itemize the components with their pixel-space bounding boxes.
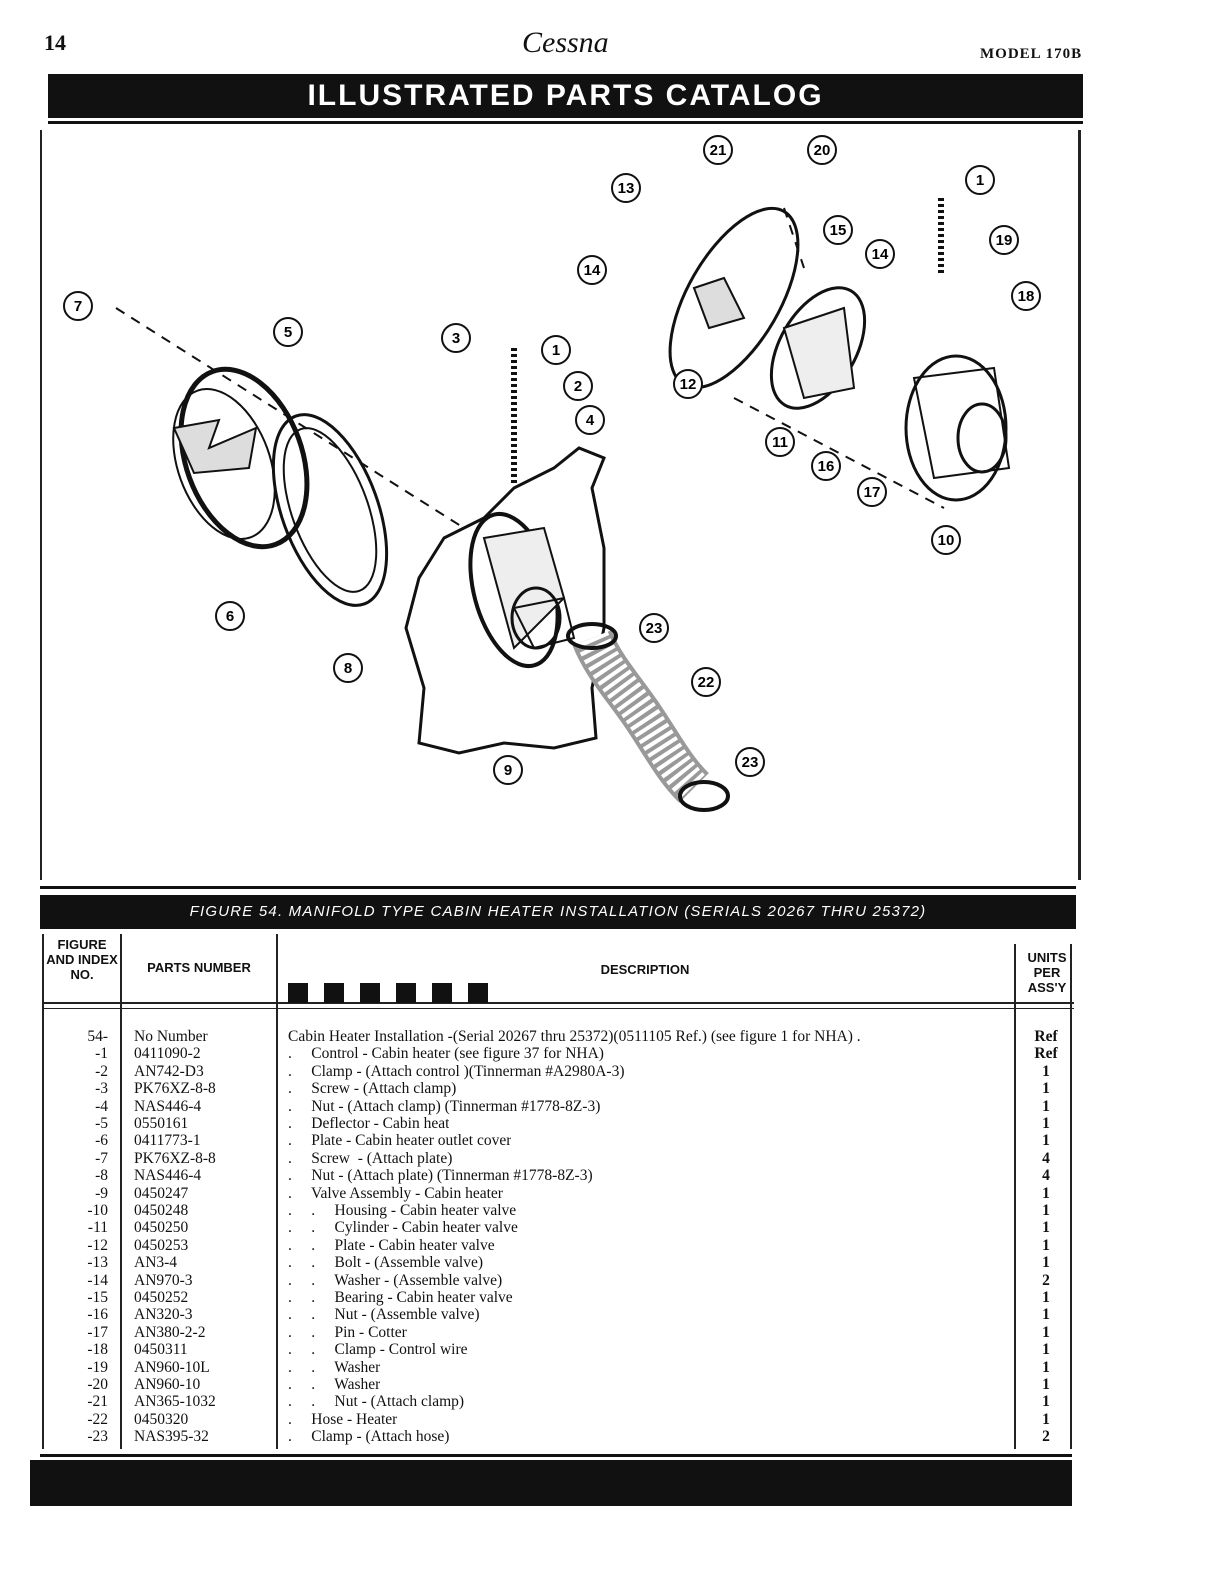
header-underline bbox=[44, 1002, 1074, 1004]
callout-14a bbox=[578, 256, 606, 284]
row-description: . Control - Cabin heater (see figure 37 for NHA) bbox=[288, 1045, 604, 1063]
table-row bbox=[44, 1132, 1076, 1149]
row-description: . . Pin - Cotter bbox=[288, 1323, 407, 1341]
svg-text:1: 1 bbox=[975, 172, 985, 189]
table-row bbox=[44, 1359, 1076, 1376]
svg-text:23: 23 bbox=[645, 620, 663, 637]
row-units: 1 bbox=[1042, 1097, 1050, 1115]
callout-6 bbox=[216, 602, 244, 630]
row-units: 1 bbox=[1042, 1080, 1050, 1098]
svg-text:13: 13 bbox=[617, 180, 635, 197]
row-units: 1 bbox=[1042, 1289, 1050, 1306]
valve-cylinder-part-11 bbox=[752, 272, 884, 424]
callout-3 bbox=[442, 324, 470, 352]
table-row bbox=[44, 1063, 1076, 1080]
svg-text:1: 1 bbox=[551, 342, 561, 359]
callout-13 bbox=[612, 174, 640, 202]
row-description: . Clamp - (Attach hose) bbox=[288, 1428, 450, 1446]
row-index: 54- bbox=[87, 1028, 108, 1045]
header-parts-number: PARTS NUMBER bbox=[147, 960, 251, 975]
row-part-number: NAS395-32 bbox=[134, 1428, 209, 1446]
svg-text:6: 6 bbox=[225, 608, 235, 625]
table-row bbox=[44, 1376, 1076, 1393]
row-units: 1 bbox=[1042, 1254, 1050, 1272]
svg-text:17: 17 bbox=[863, 484, 881, 501]
row-part-number: NAS446-4 bbox=[134, 1167, 202, 1185]
callout-8 bbox=[334, 654, 362, 682]
caption-rule bbox=[40, 886, 1076, 889]
row-description: . . Nut - (Assemble valve) bbox=[288, 1306, 480, 1324]
svg-text:4: 4 bbox=[585, 412, 595, 429]
row-part-number: AN3-4 bbox=[134, 1254, 178, 1272]
row-description: . . Bolt - (Assemble valve) bbox=[288, 1254, 484, 1272]
row-part-number: 0550161 bbox=[134, 1115, 189, 1132]
table-row bbox=[44, 1428, 1076, 1445]
row-units: 1 bbox=[1042, 1062, 1050, 1080]
row-description: Cabin Heater Installation -(Serial 20267 thru 25372)(0511105 Ref.) (see figure 1 for NHA) . bbox=[288, 1028, 861, 1045]
row-units: 1 bbox=[1042, 1306, 1050, 1324]
deflector-part-5 bbox=[154, 352, 330, 565]
row-units: 1 bbox=[1042, 1202, 1050, 1219]
header-underline-2 bbox=[44, 1008, 1074, 1009]
row-part-number: 0450311 bbox=[134, 1341, 188, 1359]
callout-20 bbox=[808, 136, 836, 164]
row-part-number: PK76XZ-8-8 bbox=[134, 1149, 216, 1167]
callout-1a bbox=[542, 336, 570, 364]
row-index: -10 bbox=[87, 1202, 108, 1219]
table-row bbox=[44, 1045, 1076, 1062]
figure-caption: FIGURE 54. MANIFOLD TYPE CABIN HEATER INSTALLATION (SERIALS 20267 THRU 25372) bbox=[189, 903, 927, 920]
footer-bar bbox=[30, 1460, 1072, 1506]
table-row bbox=[44, 1306, 1076, 1323]
table-row bbox=[44, 1167, 1076, 1184]
callout-9 bbox=[494, 756, 522, 784]
row-description: . . Cylinder - Cabin heater valve bbox=[288, 1219, 518, 1237]
svg-text:12: 12 bbox=[679, 376, 697, 393]
row-part-number: 0450247 bbox=[134, 1184, 189, 1202]
row-index: -8 bbox=[95, 1167, 108, 1185]
row-units: 1 bbox=[1042, 1132, 1050, 1150]
table-row bbox=[44, 1272, 1076, 1289]
row-description: . Hose - Heater bbox=[288, 1410, 398, 1428]
row-part-number: AN970-3 bbox=[134, 1271, 193, 1289]
row-part-number: AN380-2-2 bbox=[134, 1323, 206, 1341]
svg-text:14: 14 bbox=[871, 246, 889, 263]
svg-text:15: 15 bbox=[829, 222, 847, 239]
valve-housing-part-10 bbox=[906, 356, 1009, 500]
page-number: 14 bbox=[44, 30, 66, 55]
callout-4 bbox=[576, 406, 604, 434]
row-description: . Nut - (Attach clamp) (Tinnerman #1778-8Z-3) bbox=[288, 1097, 601, 1115]
row-index: -18 bbox=[87, 1341, 108, 1359]
table-row bbox=[44, 1411, 1076, 1428]
row-index: -15 bbox=[87, 1289, 108, 1306]
table-row bbox=[44, 1219, 1076, 1236]
header-figure-index: FIGURE AND INDEX NO. bbox=[46, 937, 118, 982]
callout-23b bbox=[736, 748, 764, 776]
row-description: . Screw - (Attach plate) bbox=[288, 1149, 453, 1167]
svg-text:22: 22 bbox=[697, 674, 715, 691]
table-row bbox=[44, 1185, 1076, 1202]
row-units: 1 bbox=[1042, 1236, 1050, 1254]
row-units: 1 bbox=[1042, 1358, 1050, 1376]
row-description: . Nut - (Attach plate) (Tinnerman #1778-8Z-3) bbox=[288, 1167, 593, 1185]
heater-hose-part-22 bbox=[568, 624, 728, 810]
header-description: DESCRIPTION bbox=[600, 962, 690, 977]
callout-23a bbox=[640, 614, 668, 642]
callout-22 bbox=[692, 668, 720, 696]
table-row bbox=[44, 1289, 1076, 1306]
svg-text:8: 8 bbox=[343, 660, 353, 677]
row-units: 4 bbox=[1042, 1167, 1050, 1185]
row-units: 1 bbox=[1042, 1115, 1050, 1132]
table-row bbox=[44, 1254, 1076, 1271]
callout-17 bbox=[858, 478, 886, 506]
svg-text:10: 10 bbox=[937, 532, 955, 549]
table-row bbox=[44, 1115, 1076, 1132]
svg-text:14: 14 bbox=[583, 262, 601, 279]
callout-15 bbox=[824, 216, 852, 244]
svg-text:18: 18 bbox=[1017, 288, 1035, 305]
row-part-number: 0450253 bbox=[134, 1236, 189, 1254]
row-index: -13 bbox=[87, 1254, 108, 1272]
outlet-cover-plate-part-6 bbox=[251, 400, 410, 621]
table-row bbox=[44, 1341, 1076, 1358]
row-units: 1 bbox=[1042, 1410, 1050, 1428]
svg-text:19: 19 bbox=[995, 232, 1013, 249]
row-index: -12 bbox=[87, 1236, 108, 1254]
row-description: . Deflector - Cabin heat bbox=[288, 1115, 450, 1132]
row-description: . . Housing - Cabin heater valve bbox=[288, 1202, 517, 1219]
callout-5 bbox=[274, 318, 302, 346]
model-label: MODEL 170B bbox=[980, 46, 1083, 62]
row-index: -22 bbox=[87, 1410, 108, 1428]
row-index: -17 bbox=[87, 1323, 108, 1341]
row-description: . . Clamp - Control wire bbox=[288, 1341, 468, 1359]
row-index: -6 bbox=[95, 1132, 108, 1150]
callout-16 bbox=[812, 452, 840, 480]
row-index: -19 bbox=[87, 1358, 108, 1376]
row-part-number: No Number bbox=[134, 1028, 208, 1045]
callout-10 bbox=[932, 526, 960, 554]
row-index: -2 bbox=[95, 1062, 108, 1080]
row-description: . Plate - Cabin heater outlet cover bbox=[288, 1132, 512, 1150]
indent-level-markers bbox=[288, 983, 498, 1003]
row-units: 2 bbox=[1042, 1271, 1050, 1289]
row-description: . . Washer bbox=[288, 1358, 381, 1376]
row-description: . . Washer bbox=[288, 1376, 381, 1393]
row-index: -14 bbox=[87, 1271, 108, 1289]
diagram-frame-right bbox=[1078, 130, 1081, 880]
svg-text:21: 21 bbox=[709, 142, 727, 159]
callout-11 bbox=[766, 428, 794, 456]
row-part-number: AN960-10L bbox=[134, 1358, 210, 1376]
row-index: -3 bbox=[95, 1080, 108, 1098]
row-part-number: NAS446-4 bbox=[134, 1097, 202, 1115]
callout-18 bbox=[1012, 282, 1040, 310]
row-units: Ref bbox=[1034, 1028, 1058, 1045]
row-units: 2 bbox=[1042, 1428, 1050, 1446]
row-units: 1 bbox=[1042, 1341, 1050, 1359]
row-part-number: 0450252 bbox=[134, 1289, 189, 1306]
callout-7 bbox=[64, 292, 92, 320]
brand-logo: Cessna bbox=[522, 26, 609, 59]
svg-text:20: 20 bbox=[813, 142, 831, 159]
svg-text:11: 11 bbox=[772, 434, 788, 451]
row-part-number: 0411773-1 bbox=[134, 1132, 201, 1150]
callout-12 bbox=[674, 370, 702, 398]
row-units: Ref bbox=[1034, 1045, 1058, 1063]
row-index: -20 bbox=[87, 1376, 108, 1393]
valve-assembly-part-9 bbox=[455, 504, 574, 675]
row-part-number: 0450250 bbox=[134, 1219, 189, 1237]
row-part-number: 0450320 bbox=[134, 1410, 189, 1428]
row-description: . Clamp - (Attach control )(Tinnerman #A2980A-3) bbox=[288, 1062, 625, 1080]
callout-19 bbox=[990, 226, 1018, 254]
callout-1b bbox=[966, 166, 994, 194]
row-description: . Valve Assembly - Cabin heater bbox=[288, 1184, 503, 1202]
callout-14b bbox=[866, 240, 894, 268]
table-row bbox=[44, 1080, 1076, 1097]
exploded-parts-diagram bbox=[44, 128, 1076, 884]
svg-text:23: 23 bbox=[741, 754, 759, 771]
table-row bbox=[44, 1393, 1076, 1410]
row-index: -23 bbox=[87, 1428, 108, 1446]
row-index: -7 bbox=[95, 1149, 108, 1167]
svg-text:16: 16 bbox=[817, 458, 835, 475]
svg-text:2: 2 bbox=[573, 378, 583, 395]
row-index: -11 bbox=[87, 1219, 108, 1237]
table-row bbox=[44, 1098, 1076, 1115]
table-row bbox=[44, 1324, 1076, 1341]
header-rule bbox=[48, 121, 1083, 124]
row-index: -5 bbox=[95, 1115, 108, 1132]
table-row bbox=[44, 1237, 1076, 1254]
row-units: 1 bbox=[1042, 1184, 1050, 1202]
row-index: -1 bbox=[95, 1045, 108, 1063]
footer-rule bbox=[40, 1454, 1072, 1457]
callout-21 bbox=[704, 136, 732, 164]
row-units: 1 bbox=[1042, 1393, 1050, 1411]
row-units: 1 bbox=[1042, 1376, 1050, 1393]
row-description: . . Nut - (Attach clamp) bbox=[288, 1393, 465, 1411]
row-part-number: 0450248 bbox=[134, 1202, 189, 1219]
svg-text:3: 3 bbox=[451, 330, 461, 347]
row-units: 4 bbox=[1042, 1149, 1050, 1167]
row-index: -4 bbox=[95, 1097, 108, 1115]
diagram-frame-left bbox=[40, 130, 42, 880]
table-row bbox=[44, 1028, 1076, 1045]
page-title: ILLUSTRATED PARTS CATALOG bbox=[307, 79, 824, 112]
row-units: 1 bbox=[1042, 1219, 1050, 1237]
row-part-number: AN365-1032 bbox=[134, 1393, 216, 1411]
row-part-number: AN960-10 bbox=[134, 1376, 201, 1393]
row-part-number: AN742-D3 bbox=[134, 1062, 204, 1080]
callout-2 bbox=[564, 372, 592, 400]
table-row bbox=[44, 1150, 1076, 1167]
row-description: . . Bearing - Cabin heater valve bbox=[288, 1289, 513, 1306]
row-part-number: PK76XZ-8-8 bbox=[134, 1080, 216, 1098]
row-index: -9 bbox=[95, 1184, 108, 1202]
row-part-number: 0411090-2 bbox=[134, 1045, 201, 1063]
header-units-per-assy: UNITS PER ASS'Y bbox=[1027, 950, 1067, 995]
row-units: 1 bbox=[1042, 1323, 1050, 1341]
row-part-number: AN320-3 bbox=[134, 1306, 193, 1324]
svg-text:9: 9 bbox=[503, 762, 513, 779]
table-row bbox=[44, 1202, 1076, 1219]
svg-text:5: 5 bbox=[283, 324, 293, 341]
row-description: . Screw - (Attach clamp) bbox=[288, 1080, 457, 1098]
row-index: -21 bbox=[87, 1393, 108, 1411]
svg-text:7: 7 bbox=[73, 298, 83, 315]
row-description: . . Plate - Cabin heater valve bbox=[288, 1236, 495, 1254]
row-index: -16 bbox=[87, 1306, 108, 1324]
row-description: . . Washer - (Assemble valve) bbox=[288, 1271, 503, 1289]
